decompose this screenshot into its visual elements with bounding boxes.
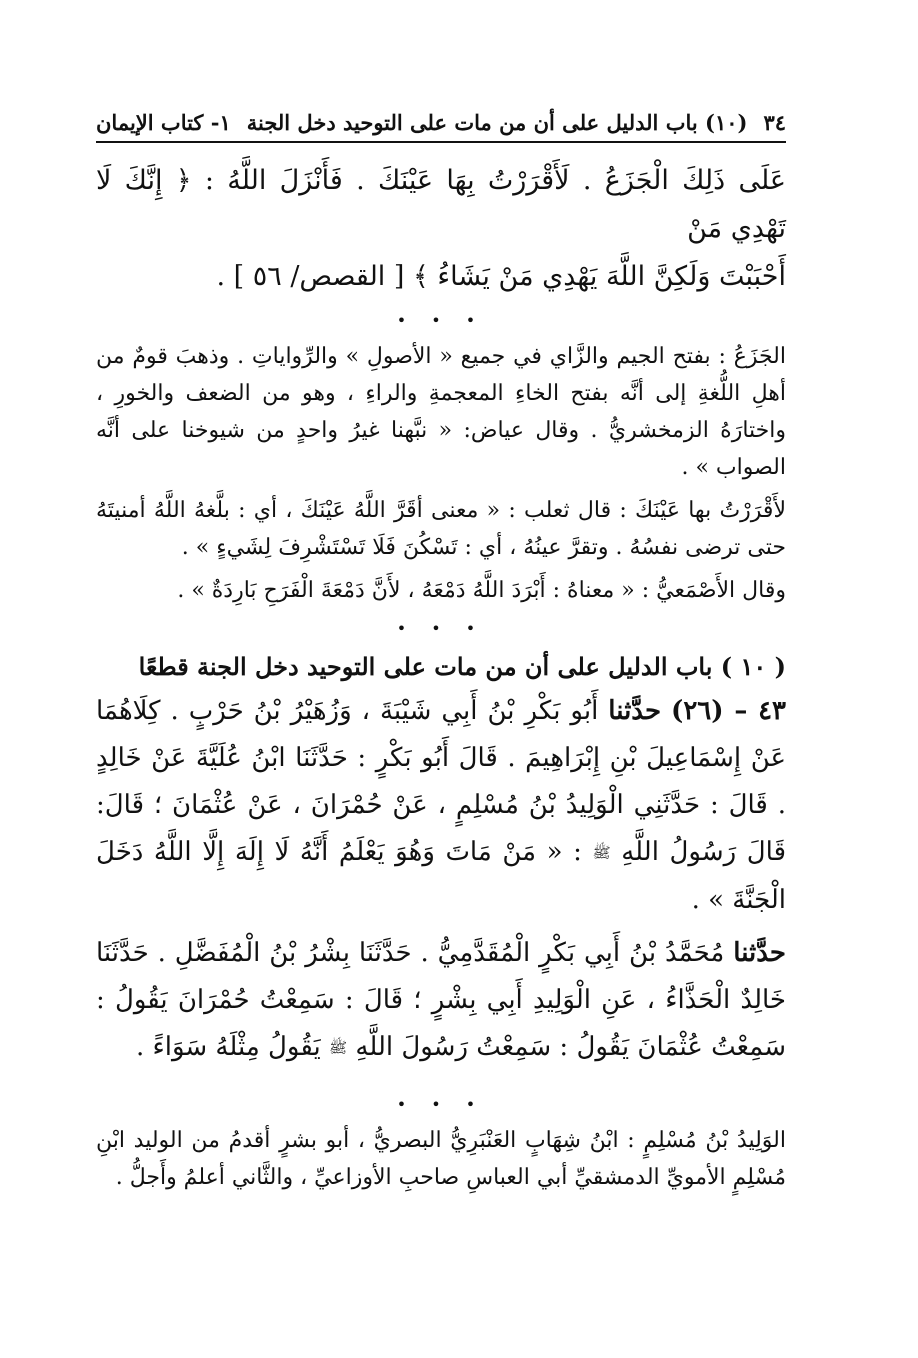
note-paragraph-1: الجَزَعُ : بفتح الجيم والزَّاي في جميع « الأصولِ » والرِّواياتِ . وذهبَ قومٌ من أهلِ اللُّغةِ إلى أنَّه بفتح الخاءِ المعجمةِ والراءِ ، وهو من الضعف والخورِ ، واختارَهُ الزمخشريُّ . وقال عياض: « نبَّهنا غيرُ واحدٍ من شيوخنا على أنَّه الصواب » .: [96, 344, 786, 480]
intro-line-1: عَلَى ذَلِكَ الْجَزَعُ . لَأَقْرَرْتُ بِهَا عَيْنَكَ . فَأَنْزَلَ اللَّهُ : ﴿ إِنَّكَ لَا تَهْدِي مَنْ: [96, 165, 786, 244]
hadith-continuation: [96, 157, 786, 301]
section-separator: • • •: [396, 1095, 486, 1114]
matn-text: : « مَنْ مَاتَ وَهُوَ يَعْلَمُ أَنَّهُ لَا إِلَهَ إِلَّا اللَّهُ دَخَلَ الْجَنَّةَ » .: [96, 837, 786, 915]
hadith-43: [96, 688, 786, 924]
section-separator: • • •: [396, 311, 486, 330]
matn-text: يَقُولُ مِثْلَهُ سَوَاءً .: [135, 1031, 321, 1062]
commentary-block-end: [96, 1122, 786, 1196]
header-chapter-title: (١٠) باب الدليل على أن من مات على التوحيد دخل الجنة: [246, 110, 748, 135]
note-paragraph-2: لأَقْرَرْتُ بها عَيْنَكَ : قال ثعلب : « معنى أقَرَّ اللَّهُ عَيْنَكَ ، أي : بلَّغهُ اللَّهُ أمنيتَهُ حتى ترضى نفسُهُ . وتقرَّ عينُهُ ، أي : تَسْكُنَ فَلَا تَسْتَشْرِفَ لِشَيءٍ » .: [96, 498, 786, 560]
salawat-glyph: ﷺ: [329, 1038, 348, 1056]
commentary-block: [96, 338, 786, 609]
page-number: ٣٤: [763, 110, 786, 135]
hadith-main-text: [96, 688, 786, 1071]
haddathana-keyword: حدَّثنا: [608, 696, 662, 726]
section-separator: • • •: [396, 619, 486, 638]
isnad-text: أَبُو بَكْرِ بْنُ أَبِي شَيْبَةَ ، وَزُهَيْرُ بْنُ حَرْبٍ . كِلَاهُمَا عَنْ إِسْمَاعِيلَ بْنِ إِبْرَاهِيمَ . قَالَ أَبُو بَكْرٍ : حَدَّثَنَا ابْنُ عُلَيَّةَ عَنْ خَالِدٍ . قَالَ : حَدَّثَنِي الْوَلِيدُ بْنُ مُسْلِمٍ ، عَنْ حُمْرَانَ ، عَنْ عُثْمَانَ ؛ قَالَ: قَالَ رَسُولُ اللَّهِ: [96, 696, 786, 867]
chapter-heading: ( ١٠ ) باب الدليل على أن من مات على التوحيد دخل الجنة قطعًا: [138, 652, 786, 681]
salawat-glyph: ﷺ: [592, 843, 611, 862]
isnad-text: مُحَمَّدُ بْنُ أَبِي بَكْرٍ الْمُقَدَّمِيُّ . حَدَّثَنَا بِشْرُ بْنُ الْمُفَضَّلِ . حَدَّثَنَا خَالِدٌ الْحَذَّاءُ ، عَنِ الْوَلِيدِ أَبِي بِشْرٍ ؛ قَالَ : سَمِعْتُ حُمْرَانَ يَقُولُ : سَمِعْتُ عُثْمَانَ يَقُولُ : سَمِعْتُ رَسُولَ اللَّهِ: [96, 937, 786, 1062]
note-paragraph-3: وقال الأَصْمَعيُّ : « معناهُ : أَبْرَدَ اللَّهُ دَمْعَهُ ، لأَنَّ دَمْعَةَ الْفَرَحِ بَارِدَةٌ » .: [177, 578, 786, 603]
note-paragraph-end: الوَلِيدُ بْنُ مُسْلِمٍ : ابْنُ شِهَابٍ العَنْبَرِيُّ البصريُّ ، أبو بشرٍ أقدمُ من الوليد ابْنِ مُسْلِمٍ الأمويِّ الدمشقيِّ أبي العباسِ صاحبِ الأوزاعيِّ ، والثَّاني أعلمُ وأَجلُّ .: [96, 1128, 786, 1190]
intro-line-2: أَحْبَبْتَ وَلَكِنَّ اللَّهَ يَهْدِي مَنْ يَشَاءُ ﴾ [ القصص/ ٥٦ ] .: [216, 261, 786, 292]
haddathana-keyword: حدَّثنا: [733, 937, 786, 968]
hadith-second-chain: [96, 930, 786, 1072]
running-header: [96, 110, 786, 143]
hadith-number: ٤٣ – (٢٦): [671, 696, 787, 726]
header-book-title: ١- كتاب الإيمان: [96, 110, 231, 135]
book-page: [96, 110, 786, 1202]
